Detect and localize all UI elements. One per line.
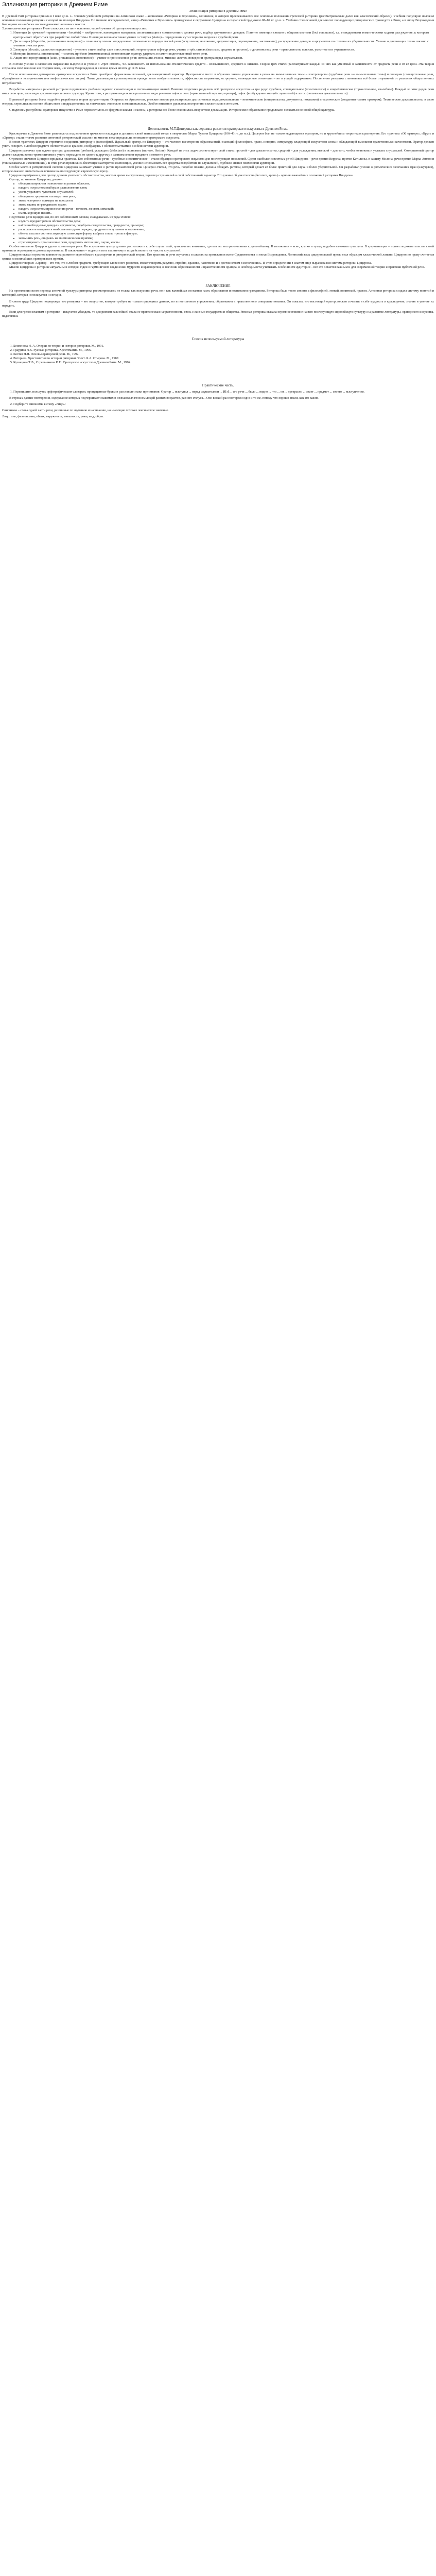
intro-paragraph-2: Эллинистическая риторика в Риме сложилась из пяти основных частей учения об ораторском искусстве: [2,27,147,31]
body-paragraph: С падением республики ораторское искусство в Риме переместилось из форума в школы и салоны, а риторика всё более становилась искусством декламации. Риторическое образование продолжало оставаться основой общей культуры. [9,108,335,112]
body-paragraph: Цицерон говорил: «Оратор – это тот, кто о любом предмете, требующем словесного развития, может говорить разумно, стройно, красиво, памятливо и с достоинством в исполнении». В этом определении в сжатом виде выражена вся система риторики Цицерона. [9,261,372,265]
list-item: 4. Риторика. Хрестоматия по истории риторики / Сост. Б.А. Стырова. М., 1987. [13,357,429,361]
body-paragraph: Красноречие в Древнем Риме развивалось под влиянием греческого наследия и достигло своей наивысшей точки в творчестве Марка Туллия Цицерона (106–43 гг. до н.э.). Цицерон был не только выдающимся оратором, но и крупнейшим теоретиком красноречия. Его трактаты «Об ораторе», «Брут» и «Оратор» стали итогом развития античной риторической мысли и на многие века определили понимание ораторского искусства. [2,132,434,140]
list-item: 5. Кузнецова Т.Ф., Стрельникова И.П. Ораторское искусство в Древнем Риме. М., 1976. [13,361,429,365]
section-heading: Деятельность М.Т.Цицерона как вершина развития ораторского искусства в Древнем Риме. [148,127,288,131]
list-item: 2. Подберите синонимы к слову «лицо»: [13,402,429,406]
list-item: 2. Диспозиция (dispositio, расположение материала) – план выступления: определение оптимального порядка частей речи (вступление, изложение, аргументация, опровержение, заключение), распределение доводов и аргументов по степени их убедительности. Учение о диспозиции тесно связано с учением о частях речи. [13,40,429,48]
body-paragraph: Синонимы – слова одной части речи, различные по звучанию и написанию, но имеющие похожее лексическое значение. [2,408,169,412]
body-paragraph: Цицерон подчёркивал, что оратор должен учитывать обстоятельства, место и время выступления, характер слушателей и свой собственный характер. Это учение об уместности (decorum, aptum) – одно из важнейших положений риторики Цицерона. [9,174,354,178]
list-item: 2. Граудина Л.К. Русская риторика. Хрестоматия. М., 1996. [13,348,429,352]
body-paragraph: В своих трактатах Цицерон стремился соединить риторику с философией. Идеальный оратор, по Цицерону, – это человек всесторонне образованный, знающий философию, право, историю, литературу, владеющий искусством слова и обладающий высокими нравственными качествами. Оратор должен уметь говорить о любом предмете обстоятельно и красиво, сообразуясь с обстоятельствами и особенностями аудитории. [2,140,434,148]
body-paragraph: В своем труде Цицерон подчеркнул, что риторика – это искусство, которое требует не только природных данных, но и постоянного упражнения, образования и нравственного совершенствования. Он показал, что настоящий оратор должен сочетать в себе мудрость и красноречие, знания и умение их передать. [2,299,434,308]
list-item: • владеть искусством выбора и расположения слов; [19,186,429,190]
body-paragraph: Подготовка речи Цицероном, по его собственным словам, складывалась из ряда этапов: [9,215,131,219]
body-paragraph: Если для греков главным в риторике – искусство убеждать, то для римлян важнейшей стала ее практическая направленность, связь с жизнью государства и общества. Римская риторика оказала огромное влияние на всю последующую европейскую культуру: на развитие литературы, ораторского искусства, педагогики. [2,310,434,318]
list-item: 1. Перепишите, пользуясь орфографическим словарем, пропущенные буквы и расставьте знаки препинания: Оратор ... выступал ... перед слушателями ... И[з] ... его речи ... было ... видно ... что ... он ... прекрасно ... знает ... предмет ... своего ... выступления. [13,390,429,394]
body-paragraph: Цицерон оказал огромное влияние на развитие европейского красноречия и риторической теории. Его трактаты и речи изучались в школах на протяжении всего Средневековья и эпохи Возрождения. Латинский язык цицероновской прозы стал образцом классической латыни. Цицерон по праву считается одним из величайших ораторов всех времён. [2,252,434,261]
list-item: • иметь хорошую память. [19,211,429,215]
rhetoric-parts-list [13,31,429,60]
list-item: • найти необходимые доводы и аргументы, подобрать свидетельства, прецеденты, примеры; [19,224,429,228]
body-paragraph: После исчезновения демократии ораторское искусство в Риме приобрело формально-школьный, декламационный характер. Центральное место в обучении заняли упражнения в речах на вымышленные темы – контроверсии (судебные речи на вымышленные темы) и свазории (совещательные речи, обращённые к историческим или мифологическим лицам). Такие декламации культивировали прежде всего изобретательность, эффектность выражения, остроумие, неожиданные сентенции – но в ущерб содержанию. Постепенно риторика становилась всё более оторванной от реальных общественных потребностей. [2,73,434,85]
document-page [0,0,436,429]
list-item: 1. Инвенция (в греческой терминологии – heurēsis) – изобретение, нахождение материала: систематизация в соответствии с целями речи, подбор аргументов и доводов. Понятие инвенции связано с общими местами (loci communes), т.е. стандартными тематическими ходами рассуждения, к которым оратор может обратиться при разработке любой темы. Инвенция включала также учение о статусах (status) – определении сути спорного вопроса в судебной речи. [13,31,429,39]
body-paragraph: Особое место в риторической системе Цицерона занимает учение о ритме прозаической речи. Цицерон считал, что речь, подобно поэзии, должна обладать ритмом, который делает её более приятной для слуха и более убедительной. Он разработал учение о ритмических окончаниях фраз (клаузулах), которое оказало значительное влияние на последующую европейскую прозу. [2,165,434,173]
body-paragraph: Оратор, по мнению Цицерона, должен: [9,178,63,182]
bibliography-heading: Список используемой литературы [191,336,245,341]
body-paragraph: Огромное значение Цицерон придавал практике. Его собственные речи – судебные и политические – стали образцом ораторского искусства для последующих поколений. Среди наиболее известных речей Цицерона – речи против Верреса, против Катилины, в защиту Милона, речи против Марка Антония (так называемые «Филиппики»). В этих речах проявились блестящее мастерство композиции, умение использовать все средства воздействия на слушателей, глубокое знание психологии аудитории. [2,157,434,165]
list-item: • отрепетировать произнесение речи, продумать интонацию, паузы, жесты. [19,241,429,245]
list-item: • владеть искусством произнесения речи – голосом, жестом, мимикой; [19,207,429,211]
conclusion-heading: ЗАКЛЮЧЕНИЕ [205,284,231,289]
body-paragraph: В строках давние повторения, содержание которых подчеркивает знакомых и незнакомых голосом людей разных возрастов, разного статуса... Они всякий раз повторяли одно и то же, потому что хорошо знали, как это важно. [9,396,319,400]
list-item: • уметь управлять чувствами слушателей; [19,190,429,194]
body-paragraph: Разработка материала в римской риторике подчинялась учебным задачам: схематизации и систематизации знаний. Римские теоретики разделили всё ораторское искусство на три рода: судебное, совещательное (политическое) и эпидейктическое (торжественное, хвалебное). Каждый из этих родов речи имел свои цели, свои виды аргументации и свою структуру. Кроме того, в риторике выделялись различные виды речевого пафоса: этос (нравственный характер оратора), пафос (возбуждение эмоций слушателей) и логос (логическая доказательность). [2,87,434,95]
body-paragraph: В составе учения о словесном выражении выделено и учение о «трёх стилях», т.е. зависимость от использования стилистических средств – возвышенного, среднего и низкого. Теория трёх стилей рассматривает каждый из них как уместный в зависимости от предмета речи и от её цели. Эта теория сохраняла своё значение и в Средние века, и в эпоху Возрождения, и в новое время вплоть до XIX века. [2,62,434,71]
orator-qualities-list [19,182,429,215]
list-item: • обладать остроумием и изяществом речи; [19,195,429,199]
list-item: 1. Безменова Н. А. Очерки по теории и истории риторики. М., 1991. [13,344,429,348]
body-paragraph: Цицерон различал три задачи оратора: доказывать (probare), услаждать (delectare) и волновать (movere, flectere). Каждой из этих задач соответствует свой стиль: простой – для доказательства, средний – для услаждения, высокий – для того, чтобы волновать и увлекать слушателей. Совершенный оратор должен владеть всеми тремя стилями и уметь переходить от одного к другому в зависимости от предмета и момента речи. [2,148,434,157]
list-item: • обладать широкими познаниями в разных областях; [19,182,429,186]
practical-list-2 [13,402,429,406]
speech-preparation-list [19,219,429,245]
document-subtitle: Эллинизация риторики в Древнем Риме [189,9,247,13]
practical-heading: Практические часть. [202,383,234,388]
body-paragraph: На протяжении всего периода античной культуры риторика рассматривалась не только как искусство речи, но и как важнейшая составная часть образования и воспитания гражданина. Риторика была тесно связана с философией, этикой, политикой, правом. Античная риторика создала систему понятий и категорий, которая используется и сегодня. [2,289,434,297]
body-paragraph: В римской риторике была подробно разработана теория аргументации. Опираясь на Аристотеля, римские авторы рассматривали два основных вида доказательств – нетехнические (свидетельства, документы, показания) и технические (созданные самим оратором). Технические доказательства, в свою очередь, строились на основе общих мест и подразделялись на логические, этические и эмоциональные. Особое внимание уделялось построению силлогизмов и энтимем. [2,97,434,106]
list-item: • запомнить речь, опираясь на мнемонические приёмы; [19,236,429,241]
list-item: 5. Акцио или пронунциация (actio, pronuntiatio, исполнение) – учение о произнесении речи: интонации, голосе, мимике, жестах, поведении оратора перед слушателями. [13,56,429,60]
body-paragraph: Лицо: лик, физиономия, облик, наружность, внешность, рожа, вид, образ. [2,414,104,418]
list-item: 3. Элокуция (elocutio, словесное выражение) – учение о стиле: выбор слов и их сочетаний, теория тропов и фигур речи, учение о трёх стилях (высоком, среднем и простом), о достоинствах речи – правильности, ясности, уместности и украшенности. [13,48,429,52]
list-item: 4. Меморио (memoria, запоминание) – система приёмов (мнемотехника), позволяющих оратору удержать в памяти подготовленный текст речи. [13,52,429,56]
list-item: • изучить предмет речи и обстоятельства дела; [19,219,429,224]
practical-list [13,390,429,394]
page-title: Эллинизация риторики в Древнем Риме [2,2,108,8]
intro-paragraph-1: В Древний Рим риторика пришла в I веке до н. э.. Ученым учебником риторики на латинском языке – анонимная «Риторика к Гереннию», сочинение, в котором прослеживаются все основные положения греческой риторики (рассматриваемые далее как классический образец). Учебник популярно изложил основные положения риторики с опорой на позиции Цицерона. По мнению исследователей, автор «Риторики к Гереннию» принадлежал к окружению Цицерона и создал свой труд около 86–82 гг. до н. э. Учебник стал основой для многих последующих риторических руководств в Риме, а в эпоху Возрождения был одним из наиболее часто издаваемых античных текстов. [2,14,434,27]
body-paragraph: Особое внимание Цицерон уделял композиции речи. Во вступлении оратор должен расположить к себе слушателей, привлечь их внимание, сделать их восприимчивыми к дальнейшему. В изложении – ясно, кратко и правдоподобно изложить суть дела. В аргументации – привести доказательства своей правоты и опровергнуть доводы противника. В заключении – подвести итог сказанному и воздействовать на чувства слушателей. [2,244,434,252]
list-item: • облечь мысли в соответствующую словесную форму, выбрать стиль, тропы и фигуры; [19,232,429,236]
list-item: 3. Кохтев Н.Н. Основы ораторской речи. М., 1992. [13,352,429,357]
body-paragraph: Мысли Цицерона о риторике актуальны и сегодня. Идеи о гармоничном соединении мудрости и красноречия, о значении образованности и нравственности оратора, о необходимости учитывать особенности аудитории – всё это остаётся важным и для современной теории и практики публичной речи. [9,265,425,269]
list-item: • знать законы и гражданское право; [19,203,429,207]
bibliography-list [13,344,429,365]
list-item: • знать историю и примеры из прошлого; [19,199,429,203]
list-item: • расположить материал в наиболее выгодном порядке, продумать вступление и заключение; [19,228,429,232]
